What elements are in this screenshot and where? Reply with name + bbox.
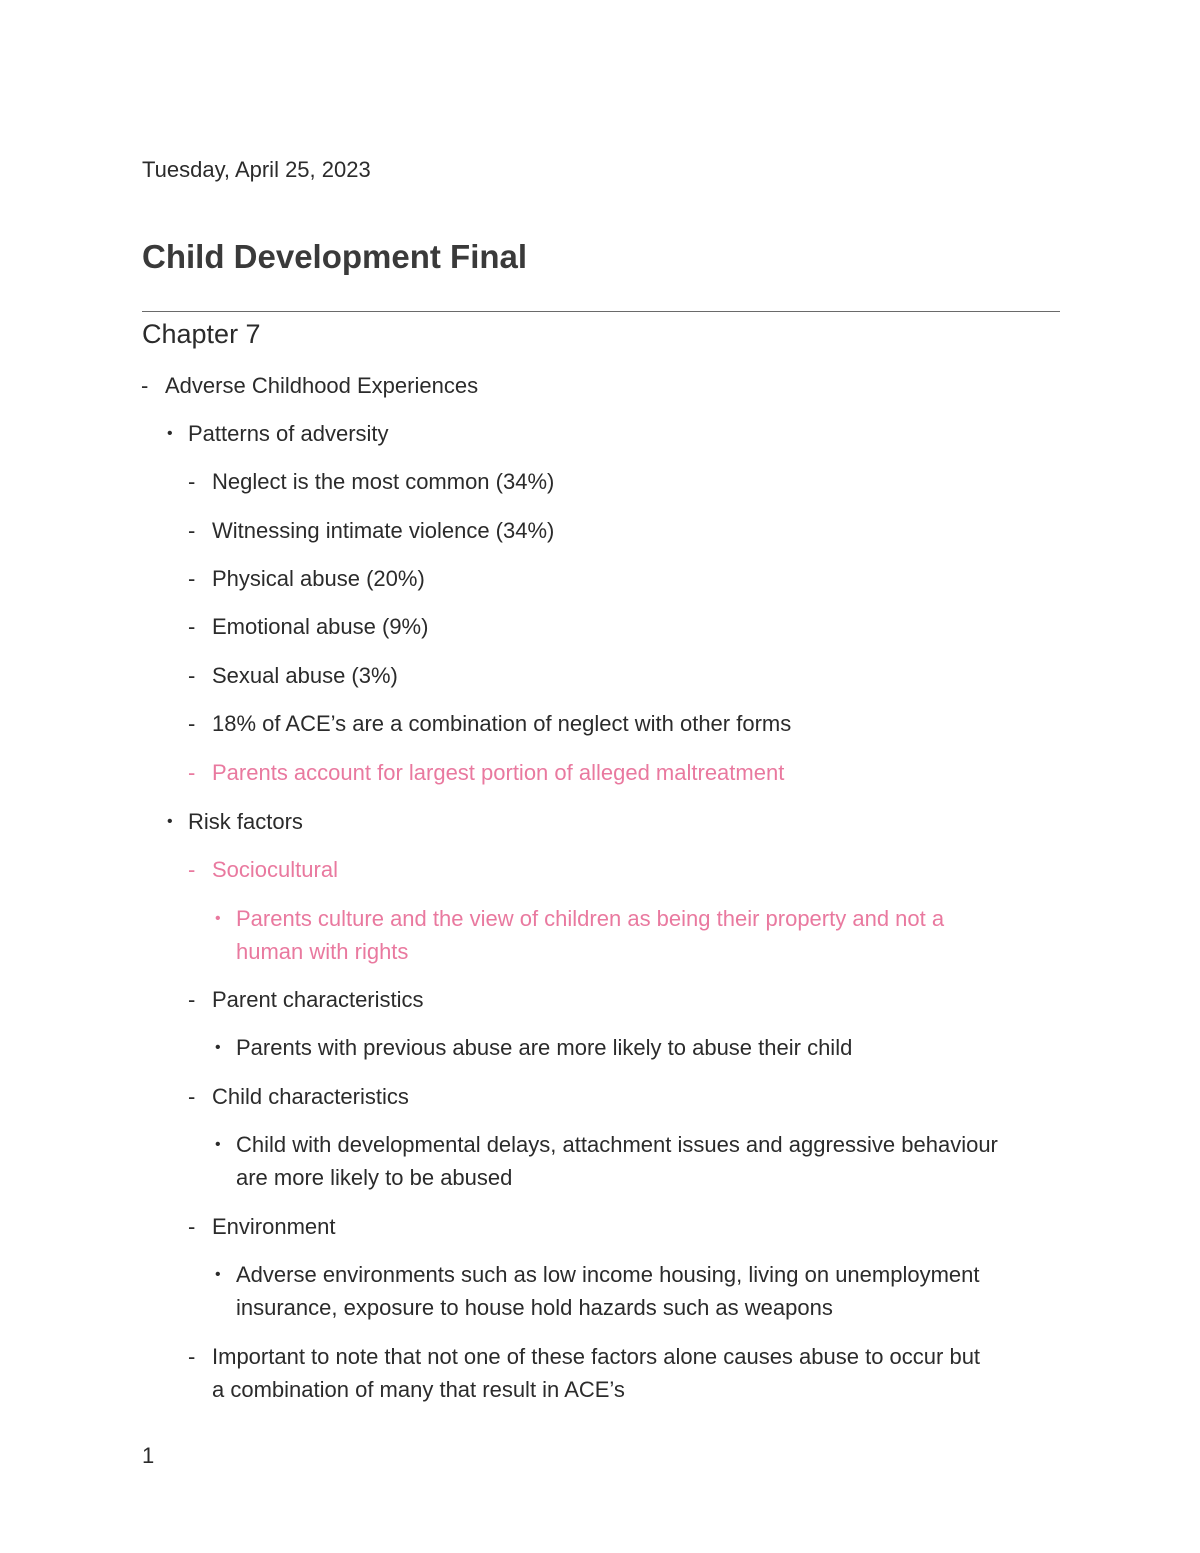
list-item-label: 18% of ACE’s are a combination of neglect with other forms <box>212 711 792 736</box>
list-item-parent-characteristics <box>188 983 424 1016</box>
list-item-patterns <box>167 417 389 450</box>
list-item-continuation <box>236 935 408 968</box>
dash-marker: - <box>188 566 196 591</box>
list-item-child-detail <box>215 1128 998 1161</box>
dash-marker: - <box>188 857 196 882</box>
list-item-label: Environment <box>212 1214 336 1239</box>
list-item-label: human with rights <box>236 939 409 964</box>
list-item-label: Important to note that not one of these factors alone causes abuse to occur but <box>212 1344 981 1369</box>
dash-marker: - <box>188 987 196 1012</box>
title-divider <box>142 311 1060 312</box>
list-item-label: Adverse environments such as low income housing, living on unemployment <box>236 1262 980 1287</box>
document-title: Child Development Final <box>142 238 528 275</box>
list-item-emotional <box>188 610 429 643</box>
list-item-important-note <box>188 1340 981 1373</box>
list-item-combination <box>188 707 792 740</box>
bullet-marker: • <box>167 813 173 830</box>
list-item-sociocultural <box>188 853 338 886</box>
list-item-physical <box>188 562 425 595</box>
list-item-label: Physical abuse (20%) <box>212 566 425 591</box>
dash-marker: - <box>188 469 196 494</box>
list-item-ace <box>141 369 479 402</box>
list-item-continuation <box>236 1291 833 1324</box>
list-item-label: Adverse Childhood Experiences <box>165 373 479 398</box>
dash-marker: - <box>188 518 196 543</box>
bullet-marker: • <box>215 910 221 927</box>
list-item-label: Sociocultural <box>212 857 338 882</box>
list-item-sociocultural-detail <box>215 902 945 935</box>
list-item-sexual <box>188 659 398 692</box>
list-item-label: Parents account for largest portion of alleged maltreatment <box>212 760 785 785</box>
list-item-parents-maltreatment <box>188 756 785 789</box>
list-item-label: Parents with previous abuse are more likely to abuse their child <box>236 1035 853 1060</box>
list-item-label: Parents culture and the view of children as being their property and not a <box>236 906 945 931</box>
dash-marker: - <box>188 711 196 736</box>
chapter-heading: Chapter 7 <box>142 319 261 349</box>
list-item-risk-factors <box>167 805 303 838</box>
list-item-continuation <box>212 1373 625 1406</box>
list-item-child-characteristics <box>188 1080 409 1113</box>
list-item-label: Parent characteristics <box>212 987 424 1012</box>
list-item-label: Sexual abuse (3%) <box>212 663 398 688</box>
page-number: 1 <box>142 1443 155 1468</box>
list-item-environment <box>188 1210 336 1243</box>
dash-marker: - <box>141 373 149 398</box>
list-item-neglect <box>188 465 555 498</box>
list-item-label: Patterns of adversity <box>188 421 389 446</box>
list-item-label: Emotional abuse (9%) <box>212 614 429 639</box>
dash-marker: - <box>188 1214 196 1239</box>
list-item-parent-detail <box>215 1031 853 1064</box>
dash-marker: - <box>188 663 196 688</box>
list-item-label: Witnessing intimate violence (34%) <box>212 518 555 543</box>
dash-marker: - <box>188 760 196 785</box>
bullet-marker: • <box>215 1136 221 1153</box>
list-item-witnessing <box>188 514 555 547</box>
bullet-marker: • <box>215 1266 221 1283</box>
list-item-continuation <box>236 1161 512 1194</box>
list-item-label: Neglect is the most common (34%) <box>212 469 555 494</box>
dash-marker: - <box>188 614 196 639</box>
list-item-environment-detail <box>215 1258 980 1291</box>
list-item-label: a combination of many that result in ACE’s <box>212 1377 625 1402</box>
bullet-marker: • <box>215 1039 221 1056</box>
list-item-label: Child characteristics <box>212 1084 409 1109</box>
page-date: Tuesday, April 25, 2023 <box>142 157 371 182</box>
dash-marker: - <box>188 1084 196 1109</box>
dash-marker: - <box>188 1344 196 1369</box>
list-item-label: insurance, exposure to house hold hazards such as weapons <box>236 1295 833 1320</box>
list-item-label: are more likely to be abused <box>236 1165 513 1190</box>
list-item-label: Child with developmental delays, attachment issues and aggressive behaviour <box>236 1132 998 1157</box>
list-item-label: Risk factors <box>188 809 303 834</box>
bullet-marker: • <box>167 425 173 442</box>
